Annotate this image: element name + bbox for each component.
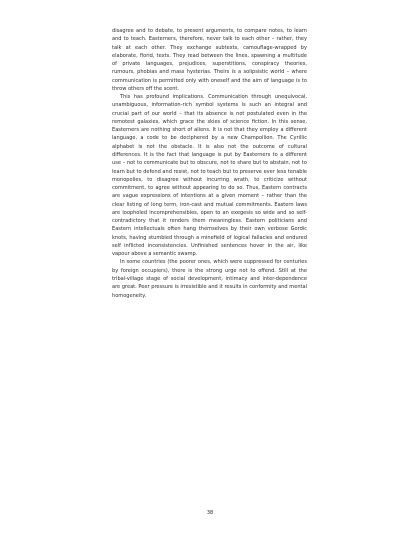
page-number: 38 bbox=[206, 510, 214, 516]
paragraph-continuation: disagree and to debate, to present arguments, to compare notes, to learn and to teach. Easterners, therefore, never talk to each other – rather, they talk at each other. They exchange subtexts, camouflage-wrapped by elaborate, florid, texts. They read between the lines, spawning a multitude of private languages, prejudices, superstitions, conspiracy theories, rumours, phobias and mass hysterias. Theirs is a solipsistic world – where communication is permitted only with oneself and the aim of language is to throw others off the scent. bbox=[112, 28, 307, 92]
body-text bbox=[112, 27, 307, 300]
paragraph-implications: This has profound implications. Communication through unequivocal, unambiguous, information-rich symbol systems is such an integral and crucial part of our world – that its absence is not postulated even in the remotest galaxies, which grace the skies of science fiction. In this sense, Easterners are nothing short of aliens. It is not that they employ a different language, a code to be deciphered by a new Champollion. The Cyrillic alphabet is not the obstacle. It is also not the outcome of cultural differences. It is the fact that language is put by Easterners to a different use – not to communicate but to obscure, not to share but to abstain, not to learn but to defend and resist, not to teach but to preserve ever less tenable monopolies, to disagree without incurring wrath, to criticize without commitment, to agree without appearing to do so. Thus, Eastern contracts are vague expressions of intentions at a given moment – rather than the clear listing of long term, iron-cast and mutual commitments. Eastern laws are loopholed incomprehensibles, open to an exegesis so wide and so self-contradictory that it renders them meaningless. Eastern politicians and Eastern intellectuals often hang themselves by their own verbose Gordic knots, having stumbled through a minefield of logical fallacies and endured self inflicted inconsistencies. Unfinished sentences hover in the air, like vapour above a semantic swamp. bbox=[112, 94, 307, 258]
paragraph-poorer-countries: In some countries (the poorer ones, which were suppressed for centuries by foreign occupiers), there is the strong urge not to offend. Still at the tribal-village stage of social development, intimacy and inter-dependence are great. Peer pressure is irresistible and it results in conformity and mental homogeneity. bbox=[112, 259, 307, 299]
